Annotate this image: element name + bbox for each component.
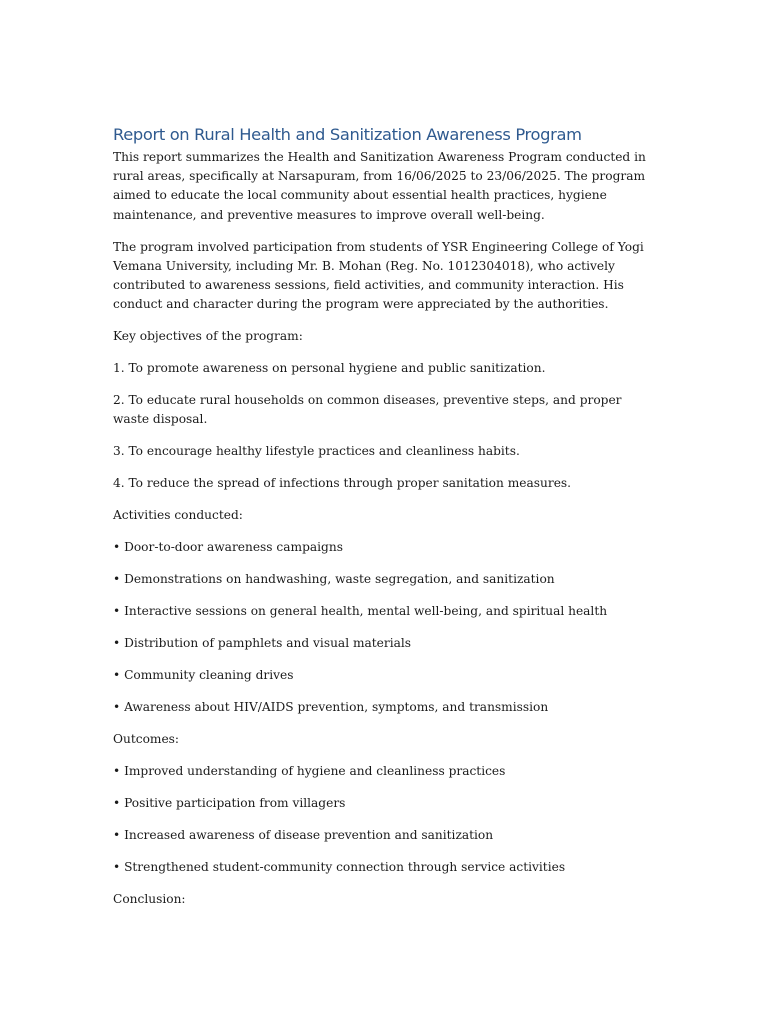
outcome-item: • Improved understanding of hygiene and cleanliness practices [113,764,506,779]
objective-item: 2. To educate rural households on common diseases, preventive steps, and proper waste disposal. [113,393,622,427]
outcome-item: • Positive participation from villagers [113,796,346,811]
activity-item: • Interactive sessions on general health, mental well-being, and spiritual health [113,604,608,619]
activity-item: • Door-to-door awareness campaigns [113,540,343,555]
activity-item: • Community cleaning drives [113,668,294,683]
objective-item: 3. To encourage healthy lifestyle practices and cleanliness habits. [113,444,520,459]
intro-paragraph: This report summarizes the Health and Sanitization Awareness Program conducted in rural areas, specifically at Narsapuram, from 16/06/2025 to 23/06/2025. The program aimed to educate the local community about essential health practices, hygiene maintenance, and preventive measures to improve overall well-being. [113,150,646,222]
outcome-item: • Increased awareness of disease prevention and sanitization [113,828,494,843]
document-title: Report on Rural Health and Sanitization Awareness Program [113,125,582,144]
outcome-item: • Strengthened student-community connection through service activities [113,860,566,875]
outcomes-heading: Outcomes: [113,732,180,747]
activity-item: • Demonstrations on handwashing, waste segregation, and sanitization [113,572,555,587]
activities-heading: Activities conducted: [113,508,243,523]
document-body [113,124,658,922]
objective-item: 4. To reduce the spread of infections through proper sanitation measures. [113,476,572,491]
activity-item: • Awareness about HIV/AIDS prevention, symptoms, and transmission [113,700,549,715]
activity-item: • Distribution of pamphlets and visual materials [113,636,412,651]
conclusion-heading: Conclusion: [113,892,186,907]
objectives-heading: Key objectives of the program: [113,329,303,344]
objective-item: 1. To promote awareness on personal hygiene and public sanitization. [113,361,546,376]
participation-paragraph: The program involved participation from students of YSR Engineering College of Yogi Vemana University, including Mr. B. Mohan (Reg. No. 1012304018), who actively contributed to awareness sessions, field activities, and community interaction. His conduct and character during the program were appreciated by the authorities. [113,239,644,312]
